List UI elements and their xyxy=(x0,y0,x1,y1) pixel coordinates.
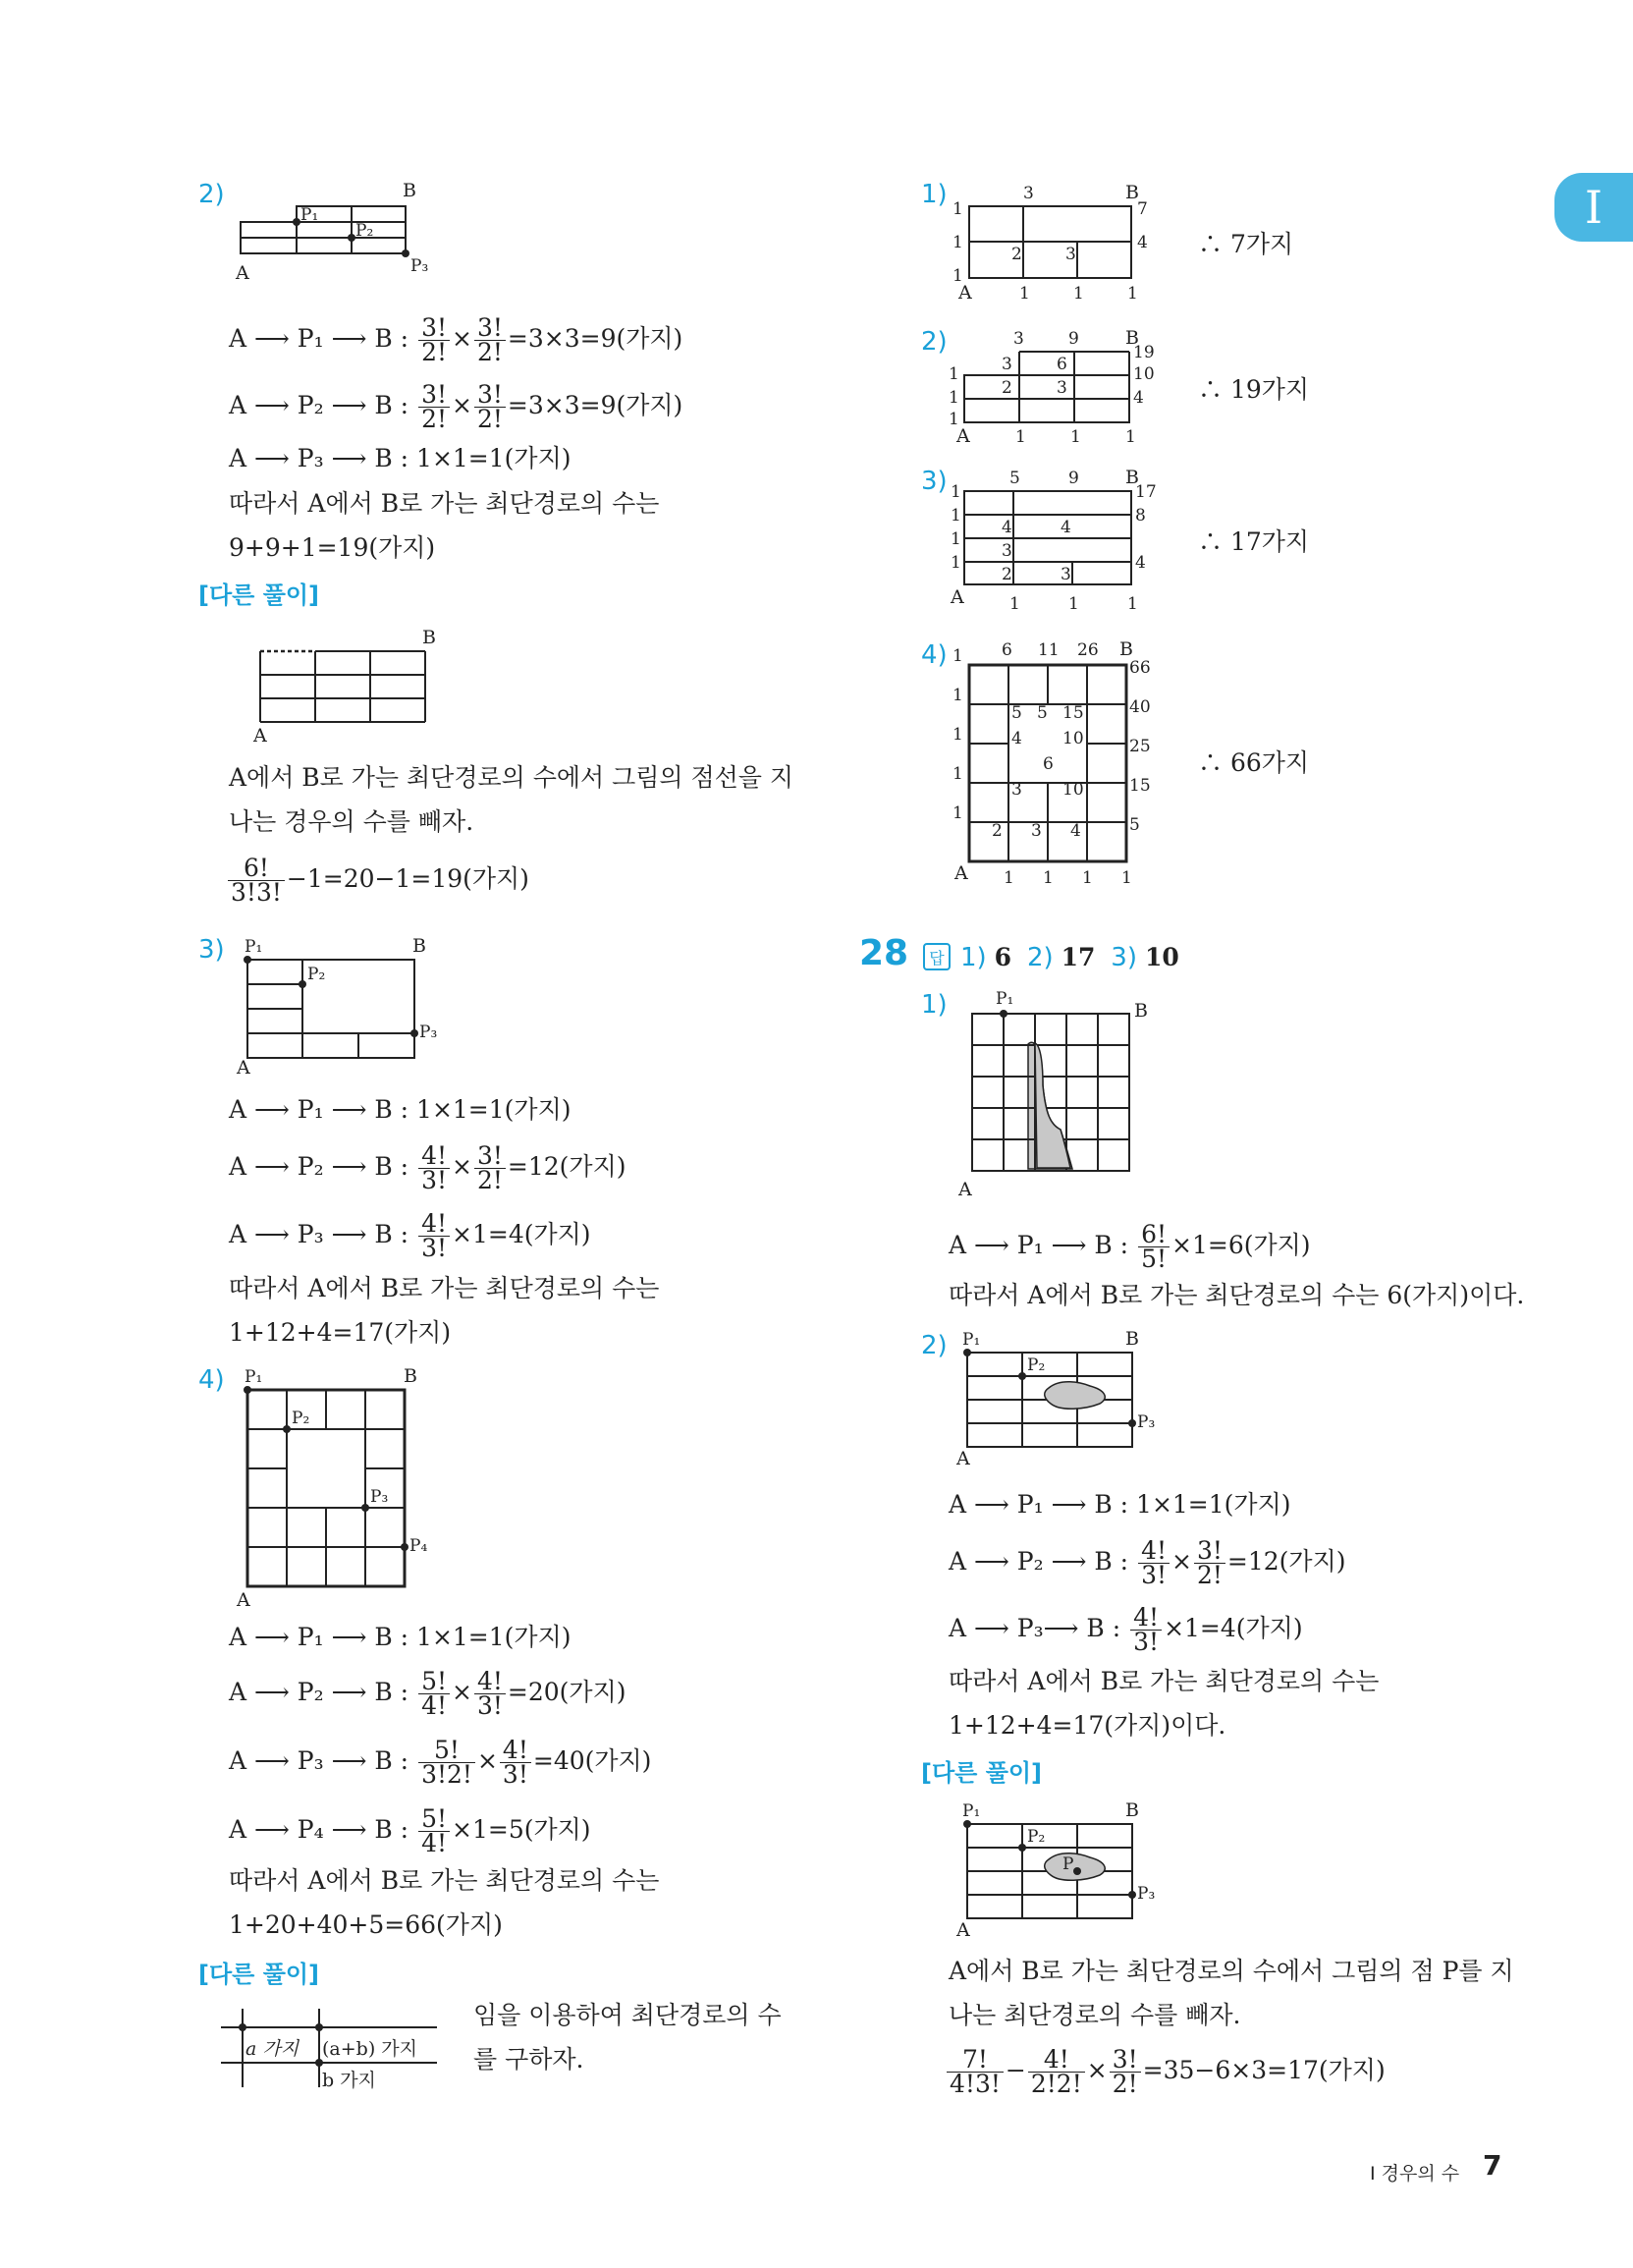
svg-text:P₃: P₃ xyxy=(1137,1884,1156,1904)
svg-text:5: 5 xyxy=(1011,703,1022,723)
svg-text:1: 1 xyxy=(949,410,959,429)
p3-line3: A ⟶ P₃ ⟶ B : $\frac{4!}{3!}$ ×1=4(가지) xyxy=(229,1209,591,1262)
svg-text:4: 4 xyxy=(1137,233,1148,252)
count-grid-3 xyxy=(943,462,1169,619)
p3-line4: 따라서 A에서 B로 가는 최단경로의 수는 xyxy=(229,1274,660,1302)
svg-text:10: 10 xyxy=(1062,780,1084,800)
svg-text:7: 7 xyxy=(1137,199,1148,219)
obstacle-grid-2-alt xyxy=(953,1793,1178,1940)
p3-line5: 1+12+4=17(가지) xyxy=(229,1318,452,1347)
svg-text:1: 1 xyxy=(953,725,963,745)
right-4-answer: ∴ 66가지 xyxy=(1198,748,1310,777)
svg-text:B: B xyxy=(1125,467,1139,488)
answer-badge: 답 xyxy=(923,943,951,970)
label-p2: P₂ xyxy=(355,221,374,241)
label-b: B xyxy=(404,1365,417,1387)
svg-text:1: 1 xyxy=(951,553,961,573)
point-p1 xyxy=(293,218,300,226)
svg-text:1: 1 xyxy=(1121,868,1132,888)
p2-line5: 9+9+1=19(가지) xyxy=(229,533,436,562)
label-b: B xyxy=(422,627,436,648)
svg-text:6: 6 xyxy=(1057,355,1067,374)
svg-text:5: 5 xyxy=(1009,469,1020,488)
svg-text:1: 1 xyxy=(953,803,963,823)
label-p2: P₂ xyxy=(307,965,326,984)
svg-text:9: 9 xyxy=(1068,329,1079,349)
grid-diagram-3 xyxy=(231,928,457,1076)
right-3-label: 3) xyxy=(921,467,948,496)
label-p3: P₃ xyxy=(370,1487,389,1507)
right-1-label: 1) xyxy=(921,180,948,209)
p2-alt-formula: $\frac{6!}{3!3!}$ −1=20−1=19(가지) xyxy=(226,857,529,905)
grid-diagram-2 xyxy=(226,177,452,304)
label-a: A xyxy=(236,262,249,284)
svg-text:B: B xyxy=(1119,638,1133,660)
answer-summary: 1) 6 2) 17 3) 10 xyxy=(960,943,1179,972)
p2-alt-line1: A에서 B로 가는 최단경로의 수에서 그림의 점선을 지 xyxy=(229,763,794,792)
point-p3 xyxy=(402,249,409,257)
svg-text:A: A xyxy=(956,1919,970,1940)
problem-2-label: 2) xyxy=(198,180,225,209)
svg-text:1: 1 xyxy=(1127,594,1138,614)
svg-text:B: B xyxy=(1134,1000,1148,1022)
q28-s1-line1: A ⟶ P₁ ⟶ B : $\frac{6!}{5!}$ ×1=6(가지) xyxy=(949,1220,1311,1273)
svg-text:A: A xyxy=(956,425,970,447)
p2-line4: 따라서 A에서 B로 가는 최단경로의 수는 xyxy=(229,489,660,518)
svg-text:1: 1 xyxy=(1004,868,1014,888)
svg-text:8: 8 xyxy=(1135,506,1146,526)
right-2-label: 2) xyxy=(921,327,948,357)
q28-s2-line5: 1+12+4=17(가지)이다. xyxy=(949,1711,1226,1740)
svg-text:A: A xyxy=(951,586,964,608)
label-a-ways: a 가지 xyxy=(245,2038,299,2060)
q28-1-label: 1) xyxy=(921,990,948,1020)
problem-number-28: 28 xyxy=(859,933,909,973)
svg-text:2: 2 xyxy=(1002,565,1012,584)
p2-alt-line2: 나는 경우의 수를 빼자. xyxy=(229,807,474,836)
svg-text:6: 6 xyxy=(1043,754,1054,774)
svg-text:1: 1 xyxy=(1127,284,1138,304)
svg-text:3: 3 xyxy=(1002,541,1012,561)
label-p3: P₃ xyxy=(410,256,429,276)
svg-text:5: 5 xyxy=(1129,815,1140,835)
q28-alt-label: [다른 풀이] xyxy=(921,1759,1043,1787)
svg-text:P₁: P₁ xyxy=(962,1330,981,1350)
count-grid-1 xyxy=(943,177,1169,304)
svg-text:1: 1 xyxy=(1015,427,1026,447)
svg-text:P₂: P₂ xyxy=(1027,1355,1046,1375)
svg-text:1: 1 xyxy=(951,529,961,549)
svg-text:15: 15 xyxy=(1129,776,1151,796)
q28-alt-line1: A에서 B로 가는 최단경로의 수에서 그림의 점 P를 지 xyxy=(949,1957,1514,1985)
label-ab-ways: (a+b) 가지 xyxy=(322,2038,417,2060)
svg-text:2: 2 xyxy=(1011,245,1022,264)
svg-text:3: 3 xyxy=(1065,245,1076,264)
svg-text:4: 4 xyxy=(1061,518,1071,537)
svg-text:4: 4 xyxy=(1135,553,1146,573)
svg-text:B: B xyxy=(1125,327,1139,349)
svg-text:25: 25 xyxy=(1129,737,1151,756)
grid-diagram-2-alt xyxy=(245,624,452,742)
label-b: B xyxy=(412,935,426,957)
point-p2 xyxy=(348,234,355,242)
right-2-answer: ∴ 19가지 xyxy=(1198,375,1310,404)
p4-alt-text1: 임을 이용하여 최단경로의 수 xyxy=(473,2001,782,2029)
point-p xyxy=(1073,1867,1081,1875)
p3-line2: A ⟶ P₂ ⟶ B : $\frac{4!}{3!}$ × $\frac{3!}{2!}$ =12(가지) xyxy=(229,1141,626,1194)
q28-s2-line3: A ⟶ P₃⟶ B : $\frac{4!}{3!}$ ×1=4(가지) xyxy=(949,1603,1303,1656)
p4-line5: 따라서 A에서 B로 가는 최단경로의 수는 xyxy=(229,1866,660,1895)
footer-chapter: Ⅰ 경우의 수 xyxy=(1370,2163,1460,2185)
svg-text:1: 1 xyxy=(1070,427,1081,447)
q28-s2-line4: 따라서 A에서 B로 가는 최단경로의 수는 xyxy=(949,1667,1380,1695)
label-p2: P₂ xyxy=(292,1409,310,1428)
label-p1: P₁ xyxy=(245,937,263,957)
svg-text:1: 1 xyxy=(953,266,963,286)
svg-text:3: 3 xyxy=(1031,821,1042,841)
p4-line6: 1+20+40+5=66(가지) xyxy=(229,1910,503,1939)
q28-2-label: 2) xyxy=(921,1331,948,1360)
svg-text:A: A xyxy=(956,1448,970,1468)
svg-text:1: 1 xyxy=(1009,594,1020,614)
label-p4: P₄ xyxy=(409,1536,428,1556)
label-p3: P₃ xyxy=(419,1023,438,1042)
svg-text:3: 3 xyxy=(1013,329,1024,349)
grid-diagram-4 xyxy=(231,1360,457,1611)
svg-text:17: 17 xyxy=(1135,482,1157,502)
label-a: A xyxy=(237,1589,250,1611)
q28-s2-line1: A ⟶ P₁ ⟶ B : 1×1=1(가지) xyxy=(949,1490,1291,1519)
obstacle-grid-1 xyxy=(953,987,1169,1203)
obstacle-blob xyxy=(1045,1382,1105,1410)
p4-line3: A ⟶ P₃ ⟶ B : $\frac{5!}{3!2!}$ × $\frac{4!}{3!}$ =40(가지) xyxy=(229,1736,652,1789)
svg-text:26: 26 xyxy=(1077,640,1099,660)
svg-text:15: 15 xyxy=(1062,703,1084,723)
svg-text:1: 1 xyxy=(951,482,961,502)
q28-alt-line2: 나는 최단경로의 수를 빼자. xyxy=(949,2001,1241,2029)
p4-line2: A ⟶ P₂ ⟶ B : $\frac{5!}{4!}$ × $\frac{4!}{3!}$ =20(가지) xyxy=(229,1667,626,1720)
svg-text:1: 1 xyxy=(949,388,959,408)
right-4-label: 4) xyxy=(921,640,948,670)
svg-text:66: 66 xyxy=(1129,658,1151,678)
page-number: 7 xyxy=(1483,2149,1502,2182)
svg-text:3: 3 xyxy=(1011,780,1022,800)
p3-line1: A ⟶ P₁ ⟶ B : 1×1=1(가지) xyxy=(229,1095,572,1124)
label-b: B xyxy=(403,180,416,201)
p4-alt-text2: 를 구하자. xyxy=(473,2045,584,2074)
svg-text:40: 40 xyxy=(1129,697,1151,717)
svg-text:9: 9 xyxy=(1068,469,1079,488)
svg-text:11: 11 xyxy=(1038,640,1060,660)
p2-line1: A ⟶ P₁ ⟶ B : $\frac{3!}{2!}$ × $\frac{3!}{2!}$ =3×3=9(가지) xyxy=(229,313,683,366)
svg-text:1: 1 xyxy=(1068,594,1079,614)
q28-s1-line2: 따라서 A에서 B로 가는 최단경로의 수는 6(가지)이다. xyxy=(949,1281,1525,1309)
svg-text:4: 4 xyxy=(1133,388,1144,408)
count-grid-2 xyxy=(943,324,1169,452)
right-1-answer: ∴ 7가지 xyxy=(1198,230,1294,258)
svg-text:4: 4 xyxy=(1011,729,1022,748)
svg-text:1: 1 xyxy=(953,199,963,219)
svg-text:1: 1 xyxy=(953,686,963,705)
svg-text:3: 3 xyxy=(1002,355,1012,374)
svg-text:B: B xyxy=(1125,1328,1139,1350)
svg-text:1: 1 xyxy=(1073,284,1084,304)
svg-text:P₂: P₂ xyxy=(1027,1827,1046,1847)
svg-text:3: 3 xyxy=(1061,565,1071,584)
svg-text:1: 1 xyxy=(953,646,963,666)
svg-text:P₁: P₁ xyxy=(996,989,1014,1009)
q28-s2-line2: A ⟶ P₂ ⟶ B : $\frac{4!}{3!}$ × $\frac{3!}{2!}$ =12(가지) xyxy=(949,1536,1346,1589)
svg-text:1: 1 xyxy=(1082,868,1093,888)
svg-text:A: A xyxy=(958,282,972,304)
label-a: A xyxy=(253,725,267,742)
label-p1: P₁ xyxy=(300,205,319,225)
svg-text:19: 19 xyxy=(1133,343,1155,362)
svg-text:1: 1 xyxy=(949,364,959,384)
p2-line2: A ⟶ P₂ ⟶ B : $\frac{3!}{2!}$ × $\frac{3!}{2!}$ =3×3=9(가지) xyxy=(229,380,683,433)
svg-text:3: 3 xyxy=(1023,184,1034,203)
svg-text:1: 1 xyxy=(1019,284,1030,304)
svg-text:B: B xyxy=(1125,182,1139,203)
svg-text:P: P xyxy=(1062,1854,1074,1874)
svg-text:P₁: P₁ xyxy=(962,1801,981,1821)
p4-line1: A ⟶ P₁ ⟶ B : 1×1=1(가지) xyxy=(229,1623,572,1651)
p4-alt-label: [다른 풀이] xyxy=(198,1961,320,1988)
svg-text:1: 1 xyxy=(953,233,963,252)
problem-4-label: 4) xyxy=(198,1365,225,1395)
p2-alt-label: [다른 풀이] xyxy=(198,581,320,609)
addition-rule-diagram xyxy=(216,2004,442,2092)
svg-text:4: 4 xyxy=(1070,821,1081,841)
svg-text:4: 4 xyxy=(1002,518,1012,537)
svg-text:6: 6 xyxy=(1002,640,1012,660)
svg-text:A: A xyxy=(954,862,968,884)
svg-text:1: 1 xyxy=(1125,427,1136,447)
svg-text:B: B xyxy=(1125,1799,1139,1821)
q28-alt-formula: $\frac{7!}{4!3!}$ − $\frac{4!}{2!2!}$ × $\frac{3!}{2!}$ =35−6×3=17(가지) xyxy=(945,2048,1386,2096)
svg-text:5: 5 xyxy=(1037,703,1048,723)
label-b-ways: b 가지 xyxy=(322,2070,376,2091)
svg-text:2: 2 xyxy=(1002,378,1012,398)
svg-text:10: 10 xyxy=(1133,364,1155,384)
svg-text:1: 1 xyxy=(951,506,961,526)
svg-text:1: 1 xyxy=(953,764,963,784)
right-3-answer: ∴ 17가지 xyxy=(1198,527,1310,556)
svg-text:P₃: P₃ xyxy=(1137,1412,1156,1432)
count-grid-4 xyxy=(943,634,1169,889)
svg-text:10: 10 xyxy=(1062,729,1084,748)
chapter-tab: I xyxy=(1554,173,1633,242)
p2-line3: A ⟶ P₃ ⟶ B : 1×1=1(가지) xyxy=(229,444,572,472)
obstacle-grid-2 xyxy=(953,1321,1178,1468)
label-p1: P₁ xyxy=(245,1367,263,1387)
svg-text:1: 1 xyxy=(1043,868,1054,888)
svg-text:2: 2 xyxy=(992,821,1003,841)
p4-line4: A ⟶ P₄ ⟶ B : $\frac{5!}{4!}$ ×1=5(가지) xyxy=(229,1804,591,1857)
problem-3-label: 3) xyxy=(198,935,225,965)
svg-text:3: 3 xyxy=(1057,378,1067,398)
label-a: A xyxy=(237,1057,250,1076)
svg-text:A: A xyxy=(958,1179,972,1200)
